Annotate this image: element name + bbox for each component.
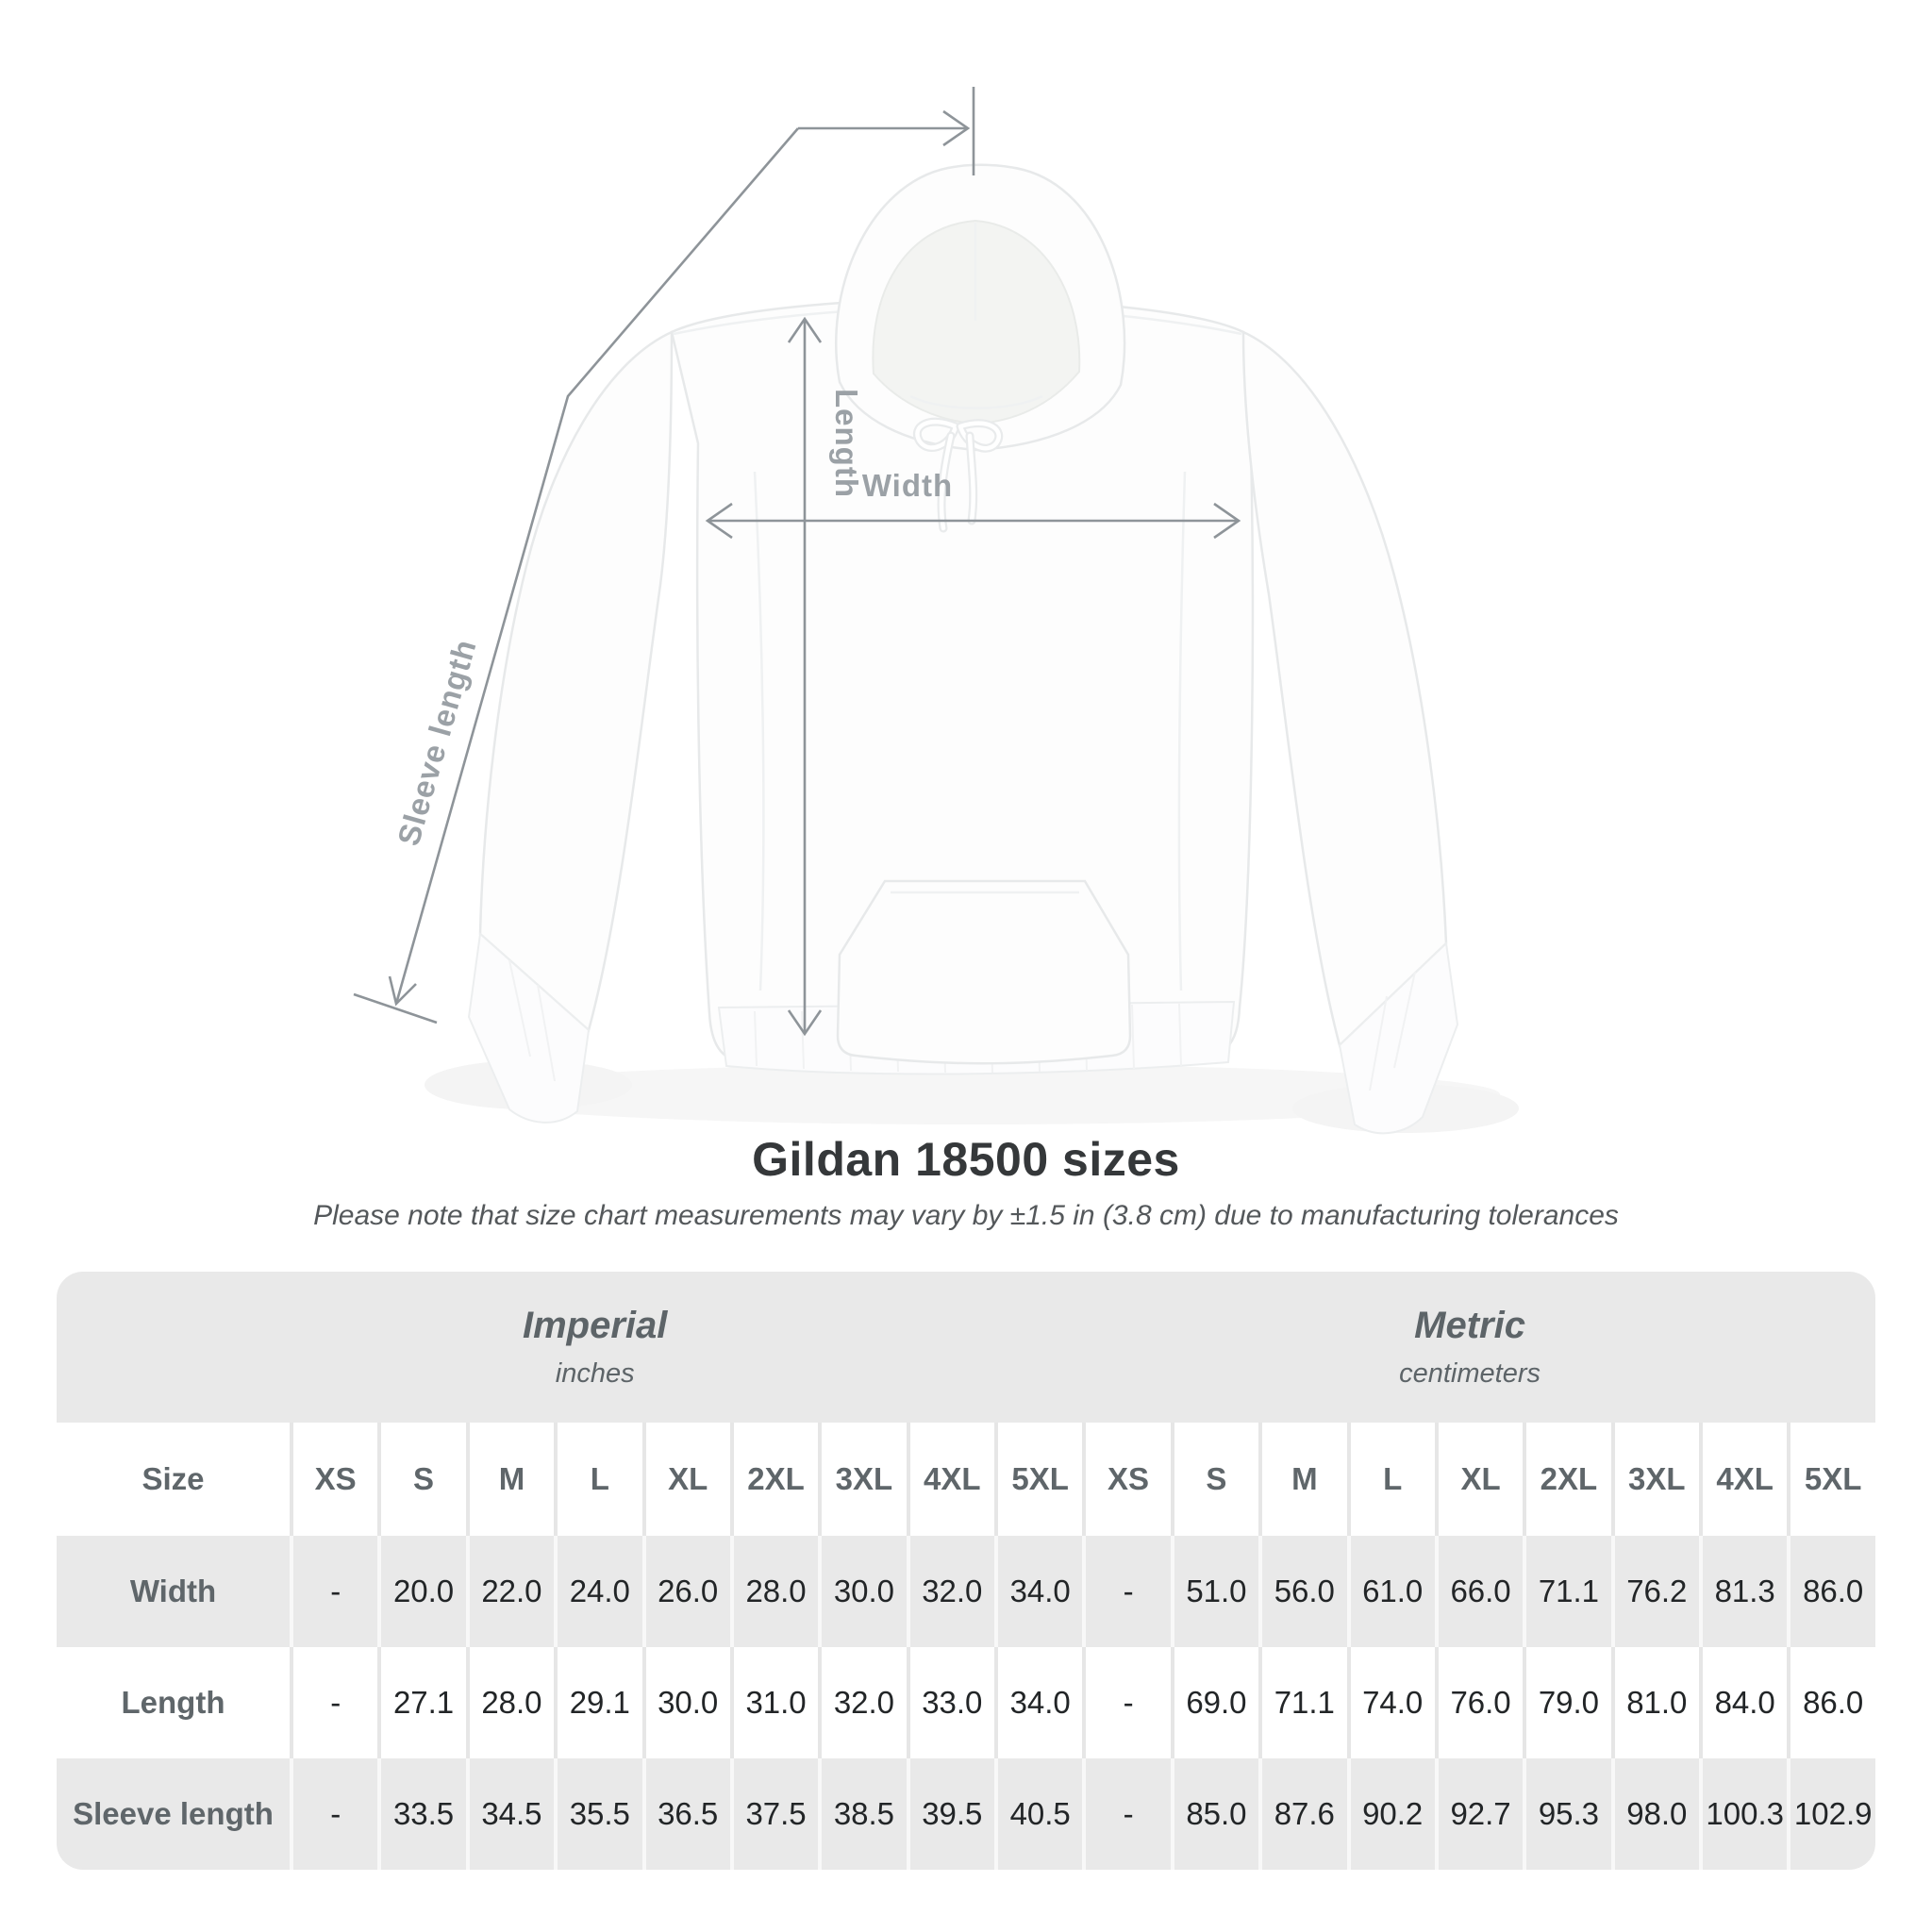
size-grid xyxy=(57,1423,1875,1870)
measurement-value: 32.0 xyxy=(907,1536,994,1647)
measurement-value: 33.5 xyxy=(377,1758,465,1870)
measurement-value: 92.7 xyxy=(1435,1758,1523,1870)
measurement-value: 36.5 xyxy=(642,1758,730,1870)
sleeve-length-label: Sleeve length xyxy=(391,635,483,850)
measurement-value: 30.0 xyxy=(642,1647,730,1758)
row-label: Sleeve length xyxy=(73,1796,274,1831)
measurement-value: - xyxy=(290,1758,377,1870)
hoodie-illustration xyxy=(469,165,1457,1133)
measurement-value: 76.2 xyxy=(1611,1536,1699,1647)
measurement-value: - xyxy=(290,1536,377,1647)
measurement-value: 27.1 xyxy=(377,1647,465,1758)
size-table xyxy=(57,1272,1875,1870)
size-column-header: M xyxy=(466,1423,554,1536)
measurement-value: 20.0 xyxy=(377,1536,465,1647)
measurement-row-sleeve-length xyxy=(57,1758,1875,1870)
size-column-header: 5XL xyxy=(1787,1423,1875,1536)
size-column-header: 2XL xyxy=(730,1423,818,1536)
size-column-header: 2XL xyxy=(1523,1423,1610,1536)
hood xyxy=(836,165,1124,450)
measurement-value: 51.0 xyxy=(1171,1536,1258,1647)
measurement-value: 100.3 xyxy=(1699,1758,1787,1870)
measurement-value: 39.5 xyxy=(907,1758,994,1870)
measurement-value: 81.3 xyxy=(1699,1536,1787,1647)
measurement-value: 90.2 xyxy=(1347,1758,1435,1870)
imperial-group-header xyxy=(523,1305,667,1390)
measurement-value: 81.0 xyxy=(1611,1647,1699,1758)
measurement-value: 79.0 xyxy=(1523,1647,1610,1758)
measurement-value: 87.6 xyxy=(1258,1758,1346,1870)
size-column-header: XS xyxy=(1082,1423,1170,1536)
length-label: Length xyxy=(829,389,864,498)
size-column-header: 5XL xyxy=(994,1423,1082,1536)
measurement-value: - xyxy=(290,1647,377,1758)
size-header-row xyxy=(57,1423,1875,1536)
measurement-value: 85.0 xyxy=(1171,1758,1258,1870)
measurement-value: 29.1 xyxy=(554,1647,641,1758)
measurement-value: 66.0 xyxy=(1435,1536,1523,1647)
measurement-value: 26.0 xyxy=(642,1536,730,1647)
size-column-header: XL xyxy=(1435,1423,1523,1536)
measurement-value: - xyxy=(1082,1536,1170,1647)
size-column-header: XL xyxy=(642,1423,730,1536)
measurement-value: 40.5 xyxy=(994,1758,1082,1870)
measurement-value: 34.0 xyxy=(994,1536,1082,1647)
measurement-value: 95.3 xyxy=(1523,1758,1610,1870)
measurement-value: - xyxy=(1082,1758,1170,1870)
right-sleeve xyxy=(1243,332,1446,1045)
measurement-value: 28.0 xyxy=(730,1536,818,1647)
size-column-header: 4XL xyxy=(907,1423,994,1536)
measurement-value: 24.0 xyxy=(554,1536,641,1647)
size-column-header: S xyxy=(377,1423,465,1536)
measurement-value: 86.0 xyxy=(1787,1536,1875,1647)
measurement-value: 61.0 xyxy=(1347,1536,1435,1647)
size-column-header: 3XL xyxy=(818,1423,906,1536)
measurement-value: - xyxy=(1082,1647,1170,1758)
size-corner-header: Size xyxy=(142,1461,205,1496)
size-column-header: 4XL xyxy=(1699,1423,1787,1536)
measurement-value: 86.0 xyxy=(1787,1647,1875,1758)
kangaroo-pocket xyxy=(838,881,1130,1063)
measurement-value: 30.0 xyxy=(818,1536,906,1647)
size-column-header: L xyxy=(554,1423,641,1536)
size-column-header: 3XL xyxy=(1611,1423,1699,1536)
row-label: Width xyxy=(129,1574,217,1608)
metric-group-unit: centimeters xyxy=(1399,1358,1541,1389)
size-column-header: S xyxy=(1171,1423,1258,1536)
page-subtitle: Please note that size chart measurements may vary by ±1.5 in (3.8 cm) due to manufacturing tolerances xyxy=(313,1200,1619,1231)
page-title: Gildan 18500 sizes xyxy=(752,1133,1180,1186)
unit-group-band xyxy=(57,1272,1875,1423)
size-column-header: M xyxy=(1258,1423,1346,1536)
measurement-value: 56.0 xyxy=(1258,1536,1346,1647)
measurement-value: 37.5 xyxy=(730,1758,818,1870)
measurement-value: 28.0 xyxy=(466,1647,554,1758)
measurement-value: 102.9 xyxy=(1787,1758,1875,1870)
left-sleeve xyxy=(480,332,672,1030)
measurement-value: 32.0 xyxy=(818,1647,906,1758)
imperial-group-unit: inches xyxy=(555,1358,635,1389)
measurement-value: 74.0 xyxy=(1347,1647,1435,1758)
measurement-value: 35.5 xyxy=(554,1758,641,1870)
measurement-value: 34.0 xyxy=(994,1647,1082,1758)
measurement-value: 69.0 xyxy=(1171,1647,1258,1758)
measurement-value: 71.1 xyxy=(1523,1536,1610,1647)
metric-group-name: Metric xyxy=(1414,1305,1525,1346)
imperial-group-name: Imperial xyxy=(522,1305,668,1346)
measurement-value: 38.5 xyxy=(818,1758,906,1870)
measurement-value: 31.0 xyxy=(730,1647,818,1758)
measurement-value: 33.0 xyxy=(907,1647,994,1758)
measurement-value: 71.1 xyxy=(1258,1647,1346,1758)
measurement-value: 84.0 xyxy=(1699,1647,1787,1758)
size-column-header: XS xyxy=(290,1423,377,1536)
metric-group-header xyxy=(1399,1305,1541,1390)
width-label: Width xyxy=(861,468,954,503)
measurement-value: 34.5 xyxy=(466,1758,554,1870)
measurement-row-width xyxy=(57,1536,1875,1647)
measurement-row-length xyxy=(57,1647,1875,1758)
measurement-value: 98.0 xyxy=(1611,1758,1699,1870)
measurement-value: 76.0 xyxy=(1435,1647,1523,1758)
size-column-header: L xyxy=(1347,1423,1435,1536)
row-label: Length xyxy=(121,1685,225,1720)
measurement-value: 22.0 xyxy=(466,1536,554,1647)
